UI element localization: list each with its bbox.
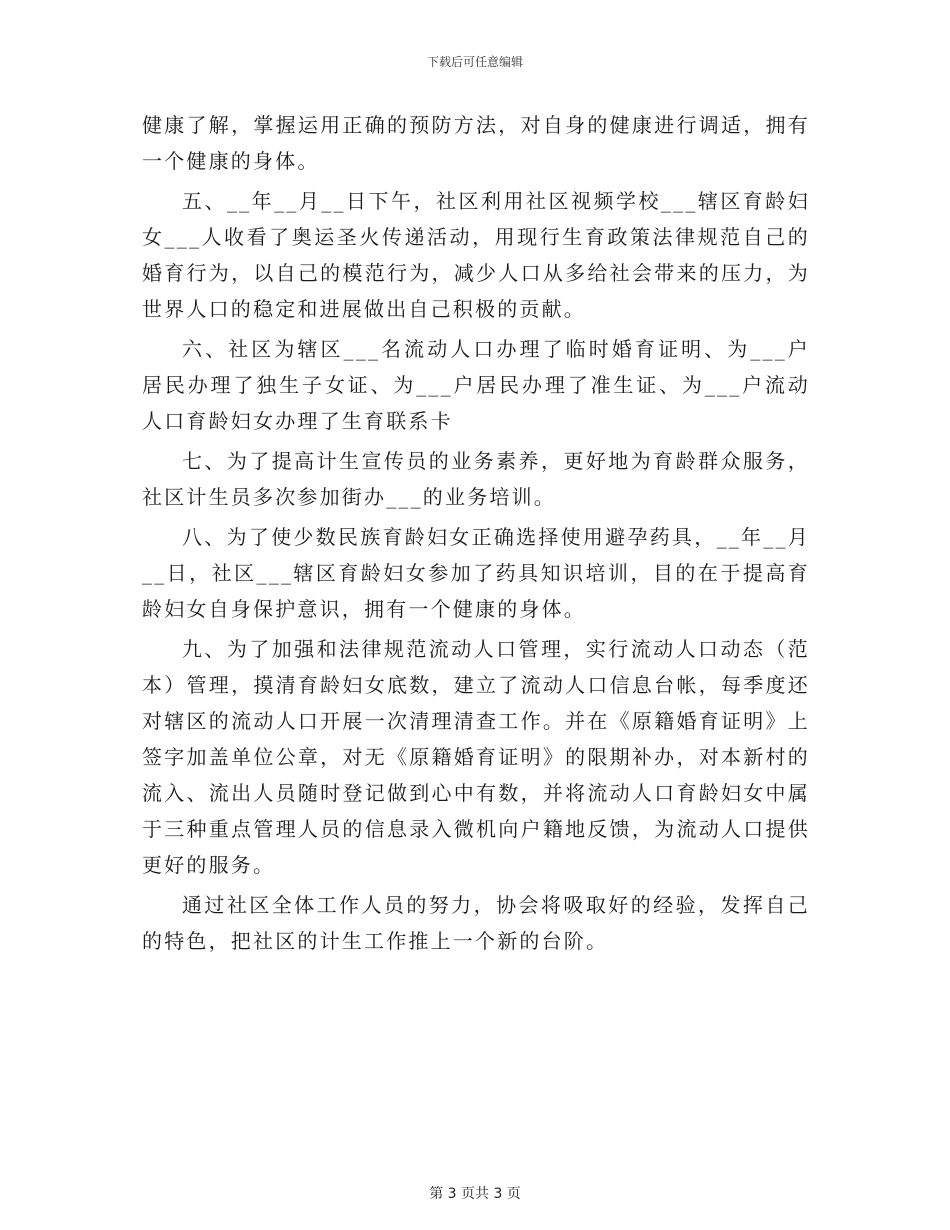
page-number: 第 3 页共 3 页 [429, 1186, 521, 1202]
page-header: 下载后可任意编辑 [426, 55, 523, 69]
paragraph-item-5: 五、__年__月__日下午，社区利用社区视频学校___辖区育龄妇女___人收看了奥运圣火传递活动，用现行生育政策法律规范自己的婚育行为，以自己的模范行为，减少人口从多给社会带来的压力，为世界人口的稳定和进展做出自己积极的贡献。 [142, 189, 810, 321]
document-body [142, 107, 810, 963]
paragraph-item-6: 六、社区为辖区___名流动人口办理了临时婚育证明、为___户居民办理了独生子女证、为___户居民办理了准生证、为___户流动人口育龄妇女办理了生育联系卡 [142, 337, 810, 433]
paragraph-item-7: 七、为了提高计生宣传员的业务素养，更好地为育龄群众服务，社区计生员多次参加街办___的业务培训。 [142, 449, 810, 509]
paragraph-item-8: 八、为了使少数民族育龄妇女正确选择使用避孕药具，__年__月__日，社区___辖区育龄妇女参加了药具知识培训，目的在于提高育龄妇女自身保护意识，拥有一个健康的身体。 [142, 525, 810, 621]
paragraph-continued: 健康了解，掌握运用正确的预防方法，对自身的健康进行调适，拥有一个健康的身体。 [142, 113, 810, 173]
paragraph-item-9: 九、为了加强和法律规范流动人口管理，实行流动人口动态（范本）管理，摸清育龄妇女底数，建立了流动人口信息台帐，每季度还对辖区的流动人口开展一次清理清查工作。并在《原籍婚育证明》上签字加盖单位公章，对无《原籍婚育证明》的限期补办，对本新村的流入、流出人员随时登记做到心中有数，并将流动人口育龄妇女中属于三种重点管理人员的信息录入微机向户籍地反馈，为流动人口提供更好的服务。 [142, 637, 810, 877]
paragraph-conclusion: 通过社区全体工作人员的努力，协会将吸取好的经验，发挥自己的特色，把社区的计生工作推上一个新的台阶。 [142, 893, 810, 953]
